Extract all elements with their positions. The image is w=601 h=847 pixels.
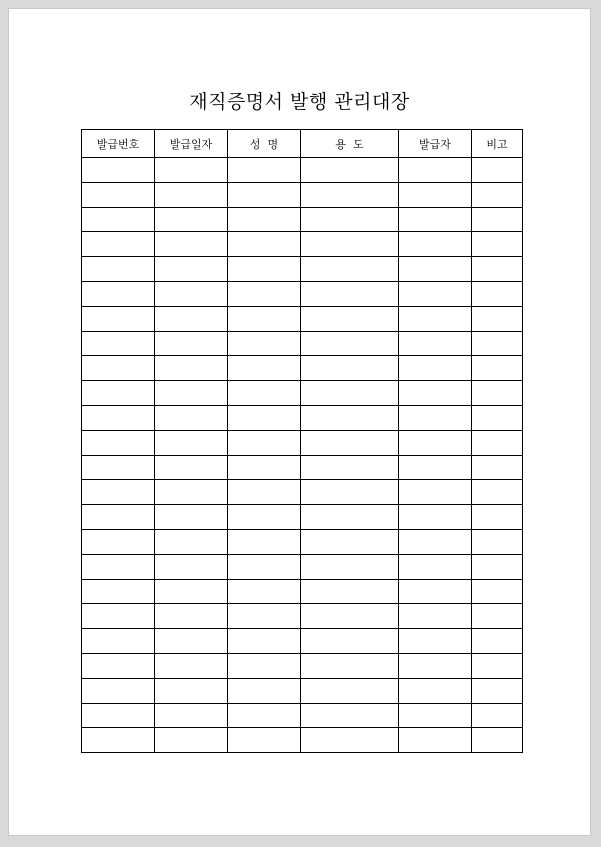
table-row <box>82 182 523 207</box>
remarks-cell[interactable] <box>472 529 523 554</box>
issue-number-cell[interactable] <box>82 604 155 629</box>
purpose-cell[interactable] <box>301 405 399 430</box>
issue-number-cell[interactable] <box>82 356 155 381</box>
name-cell[interactable] <box>228 281 301 306</box>
issuer-cell[interactable] <box>399 182 472 207</box>
name-cell[interactable] <box>228 455 301 480</box>
issue-date-cell[interactable] <box>155 728 228 753</box>
issue-date-cell[interactable] <box>155 480 228 505</box>
issue-number-cell[interactable] <box>82 554 155 579</box>
issuer-cell[interactable] <box>399 207 472 232</box>
remarks-cell[interactable] <box>472 579 523 604</box>
purpose-cell[interactable] <box>301 381 399 406</box>
issuer-cell[interactable] <box>399 356 472 381</box>
issue-date-cell[interactable] <box>155 281 228 306</box>
remarks-cell[interactable] <box>472 207 523 232</box>
remarks-cell[interactable] <box>472 554 523 579</box>
purpose-cell[interactable] <box>301 629 399 654</box>
remarks-cell[interactable] <box>472 703 523 728</box>
issuer-cell[interactable] <box>399 703 472 728</box>
purpose-cell[interactable] <box>301 356 399 381</box>
purpose-cell[interactable] <box>301 505 399 530</box>
issue-number-cell[interactable] <box>82 728 155 753</box>
remarks-cell[interactable] <box>472 405 523 430</box>
issue-date-cell[interactable] <box>155 257 228 282</box>
purpose-cell[interactable] <box>301 554 399 579</box>
remarks-cell[interactable] <box>472 430 523 455</box>
issue-number-cell[interactable] <box>82 505 155 530</box>
issuance-ledger-table <box>81 129 523 753</box>
issue-number-cell[interactable] <box>82 579 155 604</box>
remarks-cell[interactable] <box>472 653 523 678</box>
issue-date-cell[interactable] <box>155 207 228 232</box>
table-row <box>82 728 523 753</box>
purpose-cell[interactable] <box>301 430 399 455</box>
issue-number-cell[interactable] <box>82 281 155 306</box>
purpose-cell[interactable] <box>301 455 399 480</box>
purpose-cell[interactable] <box>301 653 399 678</box>
name-cell[interactable] <box>228 257 301 282</box>
purpose-cell[interactable] <box>301 529 399 554</box>
issuer-cell[interactable] <box>399 579 472 604</box>
issue-number-cell[interactable] <box>82 331 155 356</box>
issue-number-cell[interactable] <box>82 480 155 505</box>
issue-date-cell[interactable] <box>155 455 228 480</box>
issue-number-cell[interactable] <box>82 529 155 554</box>
table-row <box>82 281 523 306</box>
remarks-cell[interactable] <box>472 455 523 480</box>
remarks-cell[interactable] <box>472 480 523 505</box>
table-row <box>82 629 523 654</box>
issue-number-cell[interactable] <box>82 430 155 455</box>
document-title: 재직증명서 발행 관리대장 <box>189 91 410 113</box>
name-cell[interactable] <box>228 331 301 356</box>
purpose-cell[interactable] <box>301 604 399 629</box>
name-cell[interactable] <box>228 728 301 753</box>
issue-date-cell[interactable] <box>155 554 228 579</box>
name-cell[interactable] <box>228 381 301 406</box>
issuer-cell[interactable] <box>399 629 472 654</box>
table-row <box>82 604 523 629</box>
issue-number-cell[interactable] <box>82 232 155 257</box>
issue-date-cell[interactable] <box>155 579 228 604</box>
issue-number-cell[interactable] <box>82 306 155 331</box>
name-cell[interactable] <box>228 430 301 455</box>
issue-date-cell[interactable] <box>155 653 228 678</box>
purpose-cell[interactable] <box>301 182 399 207</box>
name-cell[interactable] <box>228 653 301 678</box>
purpose-cell[interactable] <box>301 257 399 282</box>
remarks-cell[interactable] <box>472 678 523 703</box>
issue-number-cell[interactable] <box>82 257 155 282</box>
issuer-cell[interactable] <box>399 306 472 331</box>
table-row <box>82 455 523 480</box>
name-cell[interactable] <box>228 629 301 654</box>
table-row <box>82 554 523 579</box>
name-cell[interactable] <box>228 604 301 629</box>
issuer-cell[interactable] <box>399 505 472 530</box>
issuer-cell[interactable] <box>399 232 472 257</box>
table-row <box>82 306 523 331</box>
issuer-cell[interactable] <box>399 653 472 678</box>
column-header-purpose: 용 도 <box>301 130 399 158</box>
purpose-cell[interactable] <box>301 306 399 331</box>
table-row <box>82 381 523 406</box>
name-cell[interactable] <box>228 356 301 381</box>
issuer-cell[interactable] <box>399 554 472 579</box>
purpose-cell[interactable] <box>301 579 399 604</box>
name-cell[interactable] <box>228 182 301 207</box>
issue-date-cell[interactable] <box>155 182 228 207</box>
purpose-cell[interactable] <box>301 480 399 505</box>
remarks-cell[interactable] <box>472 306 523 331</box>
issue-date-cell[interactable] <box>155 629 228 654</box>
issuer-cell[interactable] <box>399 480 472 505</box>
table-row <box>82 158 523 183</box>
table-row <box>82 257 523 282</box>
purpose-cell[interactable] <box>301 232 399 257</box>
issue-date-cell[interactable] <box>155 604 228 629</box>
purpose-cell[interactable] <box>301 158 399 183</box>
remarks-cell[interactable] <box>472 257 523 282</box>
issue-date-cell[interactable] <box>155 331 228 356</box>
remarks-cell[interactable] <box>472 158 523 183</box>
table-row <box>82 331 523 356</box>
table-row <box>82 678 523 703</box>
issue-number-cell[interactable] <box>82 182 155 207</box>
issue-number-cell[interactable] <box>82 207 155 232</box>
remarks-cell[interactable] <box>472 505 523 530</box>
issue-number-cell[interactable] <box>82 381 155 406</box>
table-row <box>82 430 523 455</box>
name-cell[interactable] <box>228 505 301 530</box>
issuer-cell[interactable] <box>399 529 472 554</box>
name-cell[interactable] <box>228 405 301 430</box>
issue-date-cell[interactable] <box>155 381 228 406</box>
issue-date-cell[interactable] <box>155 703 228 728</box>
issue-number-cell[interactable] <box>82 405 155 430</box>
table-row <box>82 356 523 381</box>
issue-date-cell[interactable] <box>155 505 228 530</box>
issue-number-cell[interactable] <box>82 455 155 480</box>
table-row <box>82 529 523 554</box>
name-cell[interactable] <box>228 306 301 331</box>
column-header-remarks: 비고 <box>472 130 523 158</box>
issuer-cell[interactable] <box>399 604 472 629</box>
remarks-cell[interactable] <box>472 604 523 629</box>
remarks-cell[interactable] <box>472 232 523 257</box>
purpose-cell[interactable] <box>301 728 399 753</box>
name-cell[interactable] <box>228 158 301 183</box>
table-row <box>82 207 523 232</box>
issuer-cell[interactable] <box>399 331 472 356</box>
name-cell[interactable] <box>228 703 301 728</box>
issuer-cell[interactable] <box>399 405 472 430</box>
name-cell[interactable] <box>228 529 301 554</box>
remarks-cell[interactable] <box>472 281 523 306</box>
purpose-cell[interactable] <box>301 207 399 232</box>
table-row <box>82 703 523 728</box>
issue-number-cell[interactable] <box>82 158 155 183</box>
issue-number-cell[interactable] <box>82 703 155 728</box>
issuer-cell[interactable] <box>399 455 472 480</box>
column-header-issue-date: 발급일자 <box>155 130 228 158</box>
header-row <box>82 130 523 158</box>
issuer-cell[interactable] <box>399 728 472 753</box>
issue-date-cell[interactable] <box>155 232 228 257</box>
issue-date-cell[interactable] <box>155 356 228 381</box>
name-cell[interactable] <box>228 579 301 604</box>
remarks-cell[interactable] <box>472 182 523 207</box>
issuer-cell[interactable] <box>399 257 472 282</box>
issue-date-cell[interactable] <box>155 678 228 703</box>
ledger-body <box>82 158 523 753</box>
remarks-cell[interactable] <box>472 728 523 753</box>
remarks-cell[interactable] <box>472 331 523 356</box>
name-cell[interactable] <box>228 480 301 505</box>
issue-number-cell[interactable] <box>82 653 155 678</box>
issuer-cell[interactable] <box>399 430 472 455</box>
issuer-cell[interactable] <box>399 281 472 306</box>
purpose-cell[interactable] <box>301 331 399 356</box>
issuer-cell[interactable] <box>399 678 472 703</box>
name-cell[interactable] <box>228 678 301 703</box>
column-header-issue-number: 발급번호 <box>82 130 155 158</box>
remarks-cell[interactable] <box>472 381 523 406</box>
table-row <box>82 405 523 430</box>
issue-number-cell[interactable] <box>82 629 155 654</box>
issue-date-cell[interactable] <box>155 158 228 183</box>
document-page <box>9 9 590 835</box>
purpose-cell[interactable] <box>301 703 399 728</box>
table-row <box>82 505 523 530</box>
column-header-issuer: 발급자 <box>399 130 472 158</box>
name-cell[interactable] <box>228 554 301 579</box>
name-cell[interactable] <box>228 207 301 232</box>
table-row <box>82 232 523 257</box>
issuer-cell[interactable] <box>399 158 472 183</box>
remarks-cell[interactable] <box>472 629 523 654</box>
issuer-cell[interactable] <box>399 381 472 406</box>
table-row <box>82 653 523 678</box>
remarks-cell[interactable] <box>472 356 523 381</box>
issue-date-cell[interactable] <box>155 529 228 554</box>
name-cell[interactable] <box>228 232 301 257</box>
issue-date-cell[interactable] <box>155 405 228 430</box>
table-row <box>82 579 523 604</box>
issue-date-cell[interactable] <box>155 430 228 455</box>
issue-number-cell[interactable] <box>82 678 155 703</box>
purpose-cell[interactable] <box>301 678 399 703</box>
column-header-name: 성 명 <box>228 130 301 158</box>
purpose-cell[interactable] <box>301 281 399 306</box>
issue-date-cell[interactable] <box>155 306 228 331</box>
table-row <box>82 480 523 505</box>
